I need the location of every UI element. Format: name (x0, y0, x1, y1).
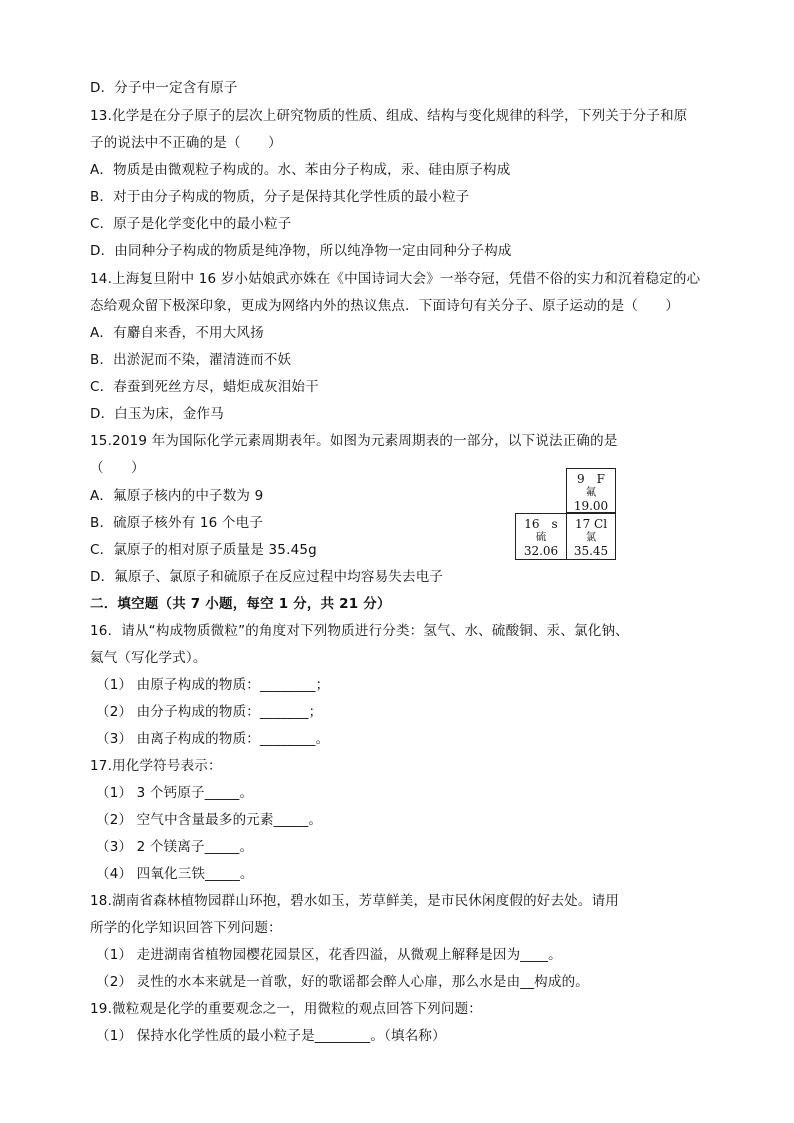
q14-stem-line1: 14.上海复旦附中 16 岁小姑娘武亦姝在《中国诗词大会》一举夺冠，凭借不俗的实力和沉着稳定的心 (90, 271, 701, 287)
q16-part-3: （3） 由离子构成的物质：________。 (96, 731, 330, 747)
q17-part-4: （4） 四氧化三铁_____。 (96, 866, 254, 882)
q15-option-b: B．硫原子核外有 16 个电子 (90, 515, 264, 531)
q14-option-c: C．春蚕到死丝方尽，蜡炬成灰泪始干 (90, 379, 319, 395)
q16-part-1: （1） 由原子构成的物质：________； (96, 677, 330, 693)
q15-option-d: D．氟原子、氯原子和硫原子在反应过程中均容易失去电子 (90, 569, 444, 585)
element-name: 氯 (585, 531, 597, 543)
element-cell-sulfur (515, 513, 567, 560)
q19-stem: 19.微粒观是化学的重要观念之一，用微粒的观点回答下列问题： (90, 1001, 482, 1017)
q13-option-b: B．对于由分子构成的物质，分子是保持其化学性质的最小粒子 (90, 189, 470, 205)
q15-option-c: C．氯原子的相对原子质量是 35.45g (90, 542, 317, 558)
q19-part-1: （1） 保持水化学性质的最小粒子是________。（填名称） (96, 1028, 446, 1044)
q17-stem: 17.用化学符号表示： (90, 758, 222, 774)
q16-part-2: （2） 由分子构成的物质：_______； (96, 704, 323, 720)
q17-part-2: （2） 空气中含量最多的元素_____。 (96, 812, 323, 828)
section-heading-fill-in: 二．填空题（共 7 小题，每空 1 分，共 21 分） (90, 596, 391, 612)
element-mass: 32.06 (523, 544, 559, 558)
element-name: 硫 (535, 531, 547, 543)
q14-option-d: D．白玉为床，金作马 (90, 406, 224, 422)
element-cell-fluorine (566, 468, 616, 513)
q13-stem-line2: 子的说法中不正确的是（ ） (90, 135, 282, 151)
q18-part-1: （1） 走进湖南省植物园樱花园景区，花香四溢，从微观上解释是因为____。 (96, 947, 562, 963)
q18-stem-line1: 18.湖南省森林植物园群山环抱，碧水如玉，芳草鲜美，是市民休闲度假的好去处。请用 (90, 893, 619, 909)
q13-option-c: C．原子是化学变化中的最小粒子 (90, 216, 292, 232)
element-cell-chlorine (566, 513, 616, 560)
element-number-symbol: 9 F (577, 472, 605, 486)
q17-part-1: （1） 3 个钙原子_____。 (96, 785, 254, 801)
q12-option-d: D．分子中一定含有原子 (90, 80, 238, 96)
element-name: 氟 (585, 486, 597, 498)
q14-stem-line2: 态给观众留下极深印象，更成为网络内外的热议焦点．下面诗句有关分子、原子运动的是（ ） (90, 298, 680, 314)
element-number-symbol: 16 s (524, 517, 558, 531)
element-number-symbol: 17 Cl (574, 517, 608, 531)
q13-stem-line1: 13.化学是在分子原子的层次上研究物质的性质、组成、结构与变化规律的科学，下列关于分子和原 (90, 108, 688, 124)
element-mass: 35.45 (573, 544, 609, 558)
q14-option-b: B．出淤泥而不染，濯清涟而不妖 (90, 352, 292, 368)
q15-stem-line2: （ ） (90, 460, 145, 476)
q13-option-d: D．由同种分子构成的物质是纯净物，所以纯净物一定由同种分子构成 (90, 243, 512, 259)
q16-stem-line1: 16．请从“构成物质微粒”的角度对下列物质进行分类：氢气、水、硫酸铜、汞、氯化钠、 (90, 623, 629, 639)
q18-stem-line2: 所学的化学知识回答下列问题： (90, 920, 282, 936)
q16-stem-line2: 氦气（写化学式）。 (90, 650, 207, 666)
element-mass: 19.00 (573, 499, 609, 513)
q14-option-a: A．有麝自来香，不用大风扬 (90, 325, 264, 341)
q17-part-3: （3） 2 个镁离子_____。 (96, 839, 254, 855)
q13-option-a: A．物质是由微观粒子构成的。水、苯由分子构成，汞、硅由原子构成 (90, 162, 511, 178)
q18-part-2: （2） 灵性的水本来就是一首歌，好的歌谣都会醉人心扉，那么水是由__构成的。 (96, 974, 589, 990)
q15-stem-line1: 15.2019 年为国际化学元素周期表年。如图为元素周期表的一部分，以下说法正确的是 (90, 433, 618, 449)
q15-option-a: A．氟原子核内的中子数为 9 (90, 488, 264, 504)
